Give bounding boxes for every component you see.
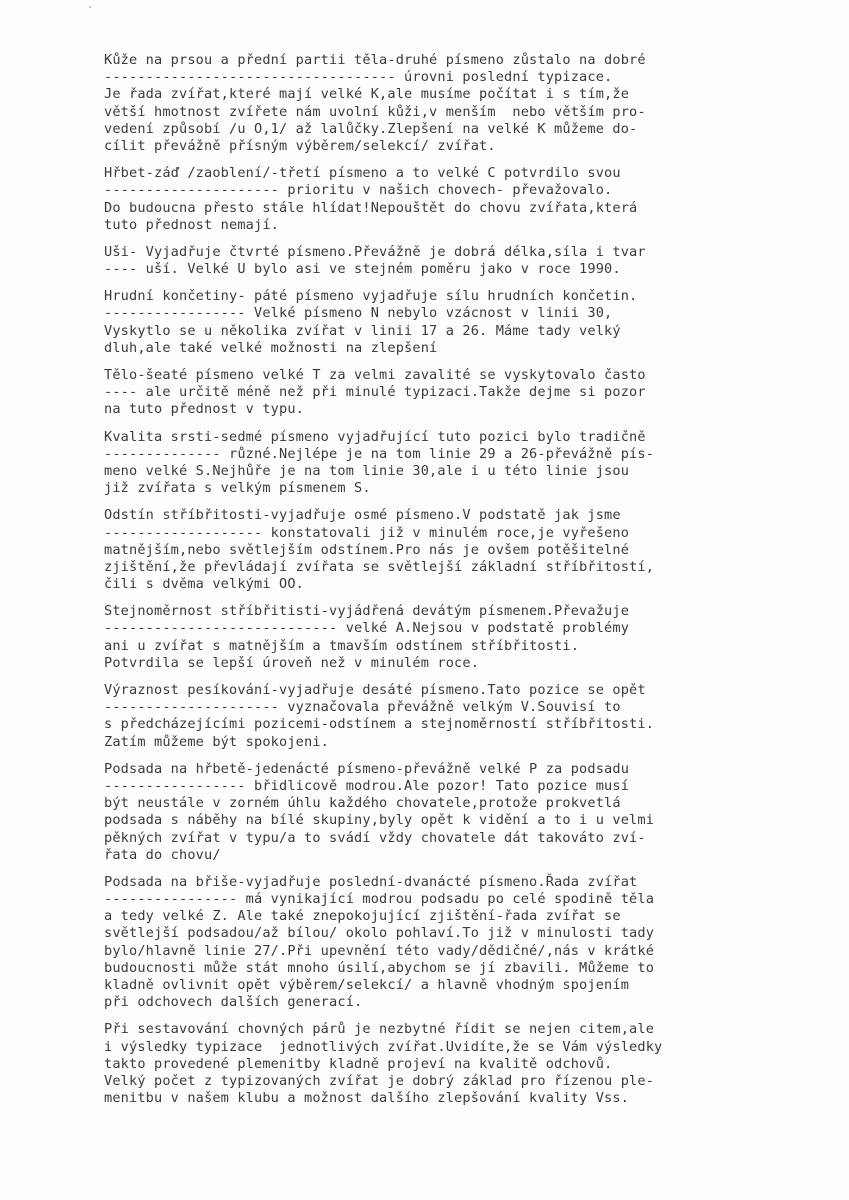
- text-line: řata do chovu/: [104, 846, 221, 863]
- text-line: s předcházejícími pozicemi-odstínem a stejnoměrností stříbřitosti.: [104, 716, 655, 733]
- paragraph: [104, 367, 784, 419]
- text-line: meno velké S.Nejhůře je na tom linie 30,ale i u této linie jsou: [104, 462, 630, 479]
- paragraph: [104, 1021, 784, 1107]
- text-line: Podsada na břiše-vyjadřuje poslední-dvanácté písmeno.Řada zvířat: [104, 873, 638, 890]
- text-line: Výraznost pesíkování-vyjadřuje desáté písmeno.Tato pozice se opět: [104, 682, 646, 698]
- text-line: Vyskytlo se u několika zvířat v linii 17 a 26. Máme tady velký: [104, 322, 621, 339]
- text-line: Hřbet-záď /zaoblení/-třetí písmeno a to velké C potvrdilo svou: [104, 165, 621, 182]
- text-line: ani u zvířat s matnějším a tmavším odstínem stříbřitosti.: [104, 637, 580, 654]
- text-line: ----------------- břidlicově modrou.Ale pozor! Tato pozice musí: [104, 777, 630, 794]
- text-line: Kvalita srsti-sedmé písmeno vyjadřující tuto pozici bylo tradičně: [104, 428, 646, 445]
- text-line: --------------------- prioritu v našich chovech- převažovalo.: [104, 182, 613, 199]
- text-line: i výsledky typizace jednotlivých zvířat.Uvidíte,že se Vám výsledky: [104, 1038, 663, 1055]
- text-line: ----------------- Velké písmeno N nebylo vzácnost v linii 30,: [104, 305, 613, 322]
- text-line: světlejší podsadou/až bílou/ okolo pohlaví.To již v minulosti tady: [104, 925, 655, 942]
- text-line: budoucnosti může stát mnoho úsilí,abychom se jí zbavili. Můžeme to: [104, 959, 655, 976]
- text-line: Kůže na prsou a přední partii těla-druhé písmeno zůstalo na dobré: [104, 52, 646, 68]
- text-line: ---------------------------- velké A.Nejsou v podstatě problémy: [104, 620, 630, 637]
- text-line: -------------- různé.Nejlépe je na tom linie 29 a 26-převážně pís-: [104, 445, 655, 462]
- text-line: již zvířata s velkým písmenem S.: [104, 480, 371, 497]
- text-line: ---------------- má vynikající modrou podsadu po celé spodině těla: [104, 891, 655, 908]
- text-line: být neustále v zorném úhlu každého chovatele,protože prokvetlá: [104, 795, 621, 812]
- text-line: Hrudní končetiny- páté písmeno vyjadřuje sílu hrudních končetin.: [104, 288, 638, 305]
- paragraph: [104, 507, 784, 593]
- text-line: Velký počet z typizovaných zvířat je dobrý základ pro řízenou ple-: [104, 1072, 655, 1089]
- paragraph: [104, 288, 784, 357]
- text-line: Stejnoměrnost stříbřitisti-vyjádřená devátým písmenem.Převažuje: [104, 603, 630, 620]
- text-line: čili s dvěma velkými OO.: [104, 576, 305, 593]
- text-line: vedení způsobí /u O,1/ až lalůčky.Zlepšení na velké K můžeme do-: [104, 120, 638, 137]
- paragraph: [104, 165, 784, 234]
- text-line: takto provedené plemenitby kladně projeví na kvalitě odchovů.: [104, 1055, 613, 1072]
- text-line: podsada s náběhy na bílé skupiny,byly opět k vidění a to i u velmi: [104, 812, 655, 829]
- paragraph: [104, 244, 784, 278]
- paragraph: [104, 874, 784, 1012]
- text-line: ----------------------------------- úrovni poslední typizace.: [104, 69, 613, 86]
- text-line: dluh,ale také velké možnosti na zlepšení: [104, 339, 438, 356]
- text-line: bylo/hlavně linie 27/.Při upevnění této vady/dědičné/,nás v krátké: [104, 942, 655, 959]
- text-line: --------------------- vyznačovala převážně velkým V.Souvisí to: [104, 699, 621, 716]
- scan-speck: [89, 6, 91, 8]
- paragraph: [104, 603, 784, 672]
- paragraph: [104, 429, 784, 498]
- document-body: [104, 52, 784, 1117]
- text-line: Uši- Vyjadřuje čtvrté písmeno.Převážně je dobrá délka,síla i tvar: [104, 243, 646, 260]
- text-line: Tělo-šeaté písmeno velké T za velmi zavalité se vyskytovalo často: [104, 367, 646, 383]
- text-line: ---- uší. Velké U bylo asi ve stejném poměru jako v roce 1990.: [104, 261, 621, 278]
- paragraph: [104, 682, 784, 751]
- text-line: menitbu v našem klubu a možnost dalšího zlepšování kvality Vss.: [104, 1090, 630, 1107]
- text-line: pěkných zvířat v typu/a to svádí vždy chovatele dát takováto zví-: [104, 829, 646, 846]
- text-line: při odchovech dalších generací.: [104, 994, 363, 1011]
- text-line: matnějším,nebo světlejším odstínem.Pro nás je ovšem potěšitelné: [104, 541, 630, 558]
- paragraph: [104, 761, 784, 864]
- paragraph: [104, 52, 784, 155]
- text-line: a tedy velké Z. Ale také znepokojující zjištění-řada zvířat se: [104, 908, 621, 925]
- text-line: Při sestavování chovných párů je nezbytné řídit se nejen citem,ale: [104, 1021, 655, 1038]
- text-line: tuto přednost nemají.: [104, 216, 280, 233]
- text-line: Podsada na hřbetě-jedenácté písmeno-převážně velké P za podsadu: [104, 760, 630, 777]
- text-line: kladně ovlivnit opět výběrem/selekcí/ a hlavně vhodným spojením: [104, 977, 630, 993]
- text-line: na tuto přednost v typu.: [104, 401, 305, 418]
- text-line: ---- ale určitě méně než při minulé typizaci.Takže dejme si pozor: [104, 384, 646, 401]
- text-line: Do budoucna přesto stále hlídat!Nepouštět do chovu zvířata,která: [104, 199, 638, 216]
- text-line: Je řada zvířat,které mají velké K,ale musíme počítat i s tím,že: [104, 86, 630, 103]
- text-line: Odstín stříbřitosti-vyjadřuje osmé písmeno.V podstatě jak jsme: [104, 507, 621, 524]
- text-line: Potvrdila se lepší úroveň než v minulém roce.: [104, 654, 480, 671]
- text-line: zjištění,že převládají zvířata se světlejší základní stříbřitostí,: [104, 558, 655, 575]
- text-line: ------------------- konstatovali již v minulém roce,je vyřešeno: [104, 524, 630, 541]
- text-line: větší hmotnost zvířete nám uvolní kůži,v menším nebo větším pro-: [104, 103, 646, 120]
- text-line: cílit převážně přísným výběrem/selekcí/ zvířat.: [104, 137, 496, 154]
- text-line: Zatím můžeme být spokojeni.: [104, 733, 330, 750]
